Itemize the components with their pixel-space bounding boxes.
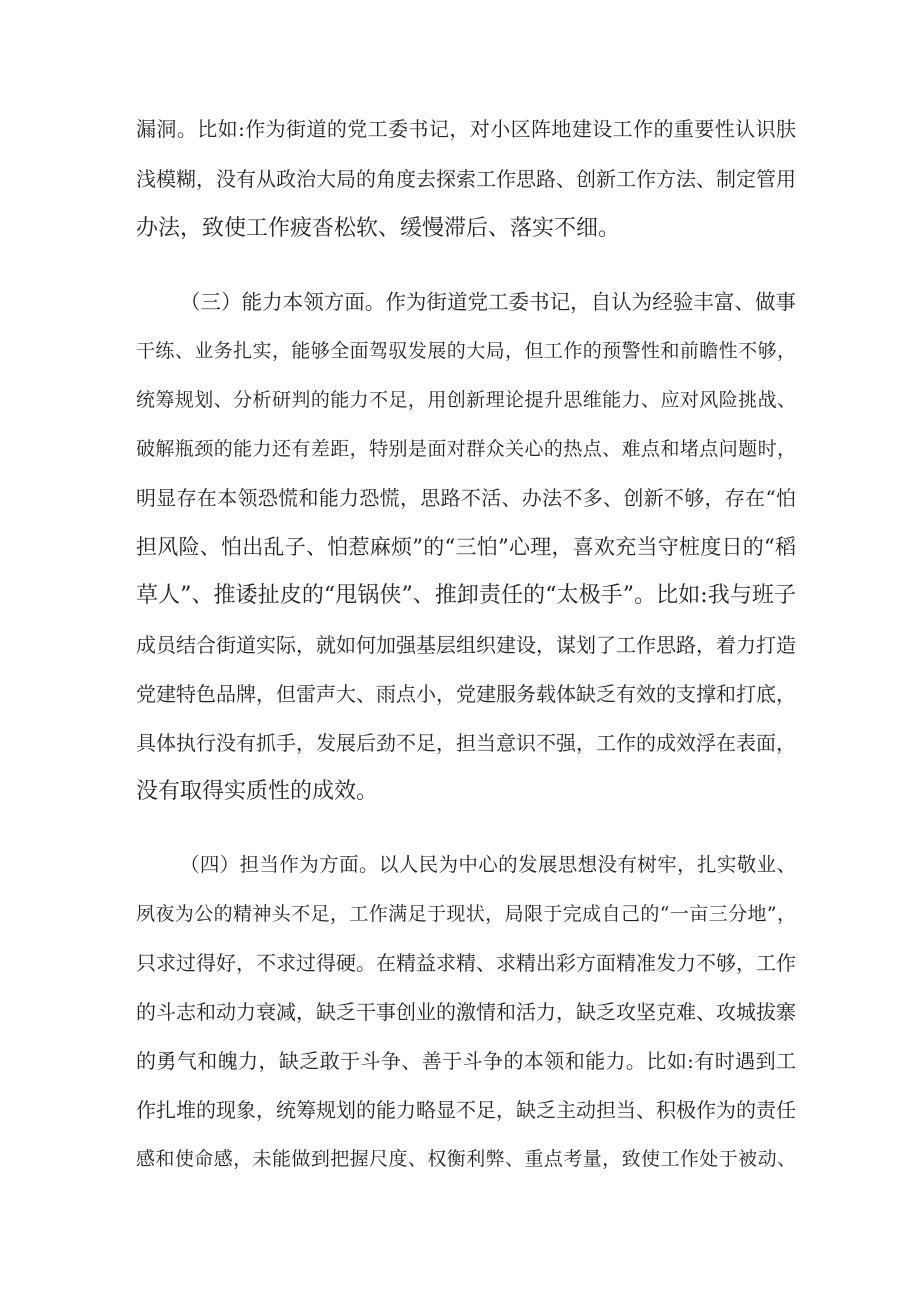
paragraph-3-line-3: 只求过得好，不求过得硬。在精益求精、求精出彩方面精准发力不够，工作 <box>136 951 796 975</box>
paragraph-2-line-2: 干练、业务扎实，能够全面驾驭发展的大局，但工作的预警性和前瞻性不够， <box>136 340 796 362</box>
paragraph-2-line-7: 草人”、推诿扯皮的“甩锅侠”、推卸责任的“太极手”。比如:我与班子 <box>136 583 796 608</box>
paragraph-3-line-1: （四）担当作为方面。以人民为中心的发展思想没有树牢，扎实敬业、 <box>180 853 796 876</box>
paragraph-2-line-4: 破解瓶颈的能力还有差距，特别是面对群众关心的热点、难点和堵点问题时， <box>136 438 796 460</box>
paragraph-2-line-3: 统筹规划、分析研判的能力不足，用创新理论提升思维能力、应对风险挑战、 <box>136 389 796 411</box>
paragraph-2-line-1: （三）能力本领方面。作为街道党工委书记，自认为经验丰富、做事 <box>180 290 796 314</box>
paragraph-3-line-7: 感和使命感，未能做到把握尺度、权衡利弊、重点考量，致使工作处于被动、 <box>136 1148 796 1170</box>
paragraph-3-line-2: 夙夜为公的精神头不足，工作满足于现状，局限于完成自己的“一亩三分地”， <box>136 903 796 925</box>
paragraph-2-line-8: 成员结合街道实际，就如何加强基层组织建设，谋划了工作思路，着力打造 <box>136 633 796 657</box>
paragraph-3-line-4: 的斗志和动力衰减，缺乏干事创业的激情和活力，缺乏攻坚克难、攻城拔寨 <box>136 1000 796 1024</box>
paragraph-3-line-6: 作扎堆的现象，统筹规划的能力略显不足，缺乏主动担当、积极作为的责任 <box>136 1098 796 1122</box>
paragraph-2-line-9: 党建特色品牌，但雷声大、雨点小，党建服务载体缺乏有效的支撑和打底， <box>136 682 796 706</box>
paragraph-1-line-3: 办法，致使工作疲沓松软、缓慢滞后、落实不细。 <box>136 216 621 241</box>
paragraph-1-line-2: 浅模糊，没有从政治大局的角度去探索工作思路、创新工作方法、制定管用 <box>136 167 796 191</box>
paragraph-2-line-5: 明显存在本领恐慌和能力恐慌，思路不活、办法不多、创新不够，存在“怕 <box>136 486 796 510</box>
paragraph-1-line-1: 漏洞。比如:作为街道的党工委书记，对小区阵地建设工作的重要性认识肤 <box>136 117 796 141</box>
paragraph-2-line-6: 担风险、怕出乱子、怕惹麻烦”的“三怕”心理，喜欢充当守桩度日的“稻 <box>136 535 796 559</box>
paragraph-3-line-5: 的勇气和魄力，缺乏敢于斗争、善于斗争的本领和能力。比如:有时遇到工 <box>136 1049 796 1073</box>
paragraph-2-line-10: 具体执行没有抓手，发展后劲不足，担当意识不强，工作的成效浮在表面， <box>136 731 796 755</box>
paragraph-2-line-11: 没有取得实质性的成效。 <box>136 779 379 804</box>
